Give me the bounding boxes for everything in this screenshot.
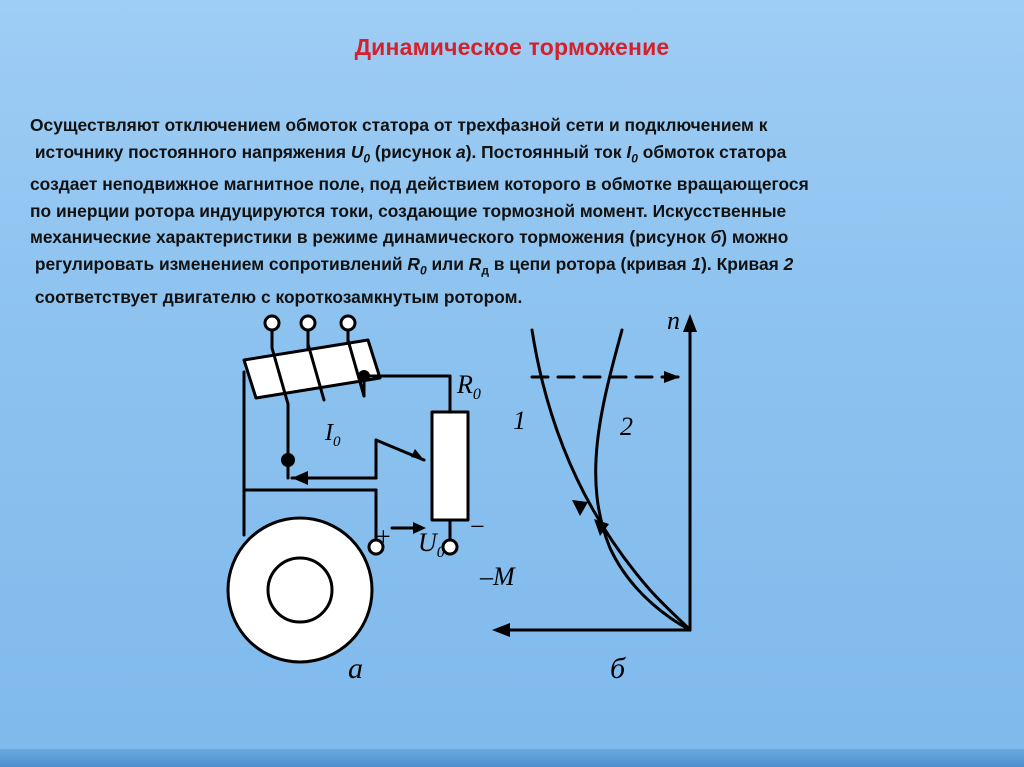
voltage-label-sub: 0 [436, 544, 445, 562]
junction-dot-top [358, 370, 370, 382]
graph-axis-m-label: –M [480, 562, 515, 591]
current-arrow [292, 471, 308, 485]
graph-curve-2-label: 2 [620, 412, 633, 441]
supply-terminal-1 [265, 316, 279, 330]
graph-curve-2 [596, 330, 690, 630]
stator-winding-block [244, 340, 380, 398]
dc-terminal-minus [443, 540, 457, 554]
graph-curve-1-label: 1 [513, 406, 526, 435]
terminal-minus-label: − [470, 512, 485, 541]
rotor-inner-circle [268, 558, 332, 622]
graph-axis-n-label: n [667, 306, 680, 335]
voltage-label [418, 528, 445, 562]
supply-terminal-2 [301, 316, 315, 330]
supply-terminal-3 [341, 316, 355, 330]
resistor-label [457, 370, 481, 404]
resistor-label-text: R [457, 370, 473, 399]
terminal-plus-label: + [376, 522, 391, 551]
figure-container [180, 300, 880, 720]
resistor-label-sub: 0 [472, 386, 481, 404]
bottom-bar [0, 749, 1024, 767]
current-label-sub: 0 [333, 433, 341, 450]
figure-caption-a: а [348, 652, 363, 685]
voltage-label-text: U [418, 528, 437, 557]
body-paragraph: Осуществляют отключением обмоток статора от трехфазной сети и подключением к источнику постоянного напряжения $U_0$ (рисунок а). Постоянный ток $I_0$ обмоток статора создает неподвижное магнитное поле, под действием которого в обмотке вращающегося по инерции ротора индуцируются токи, создающие тормозной момент. Искусственные механические характеристики в режиме динамического торможения (рисунок б) можно регулировать изменением сопротивлений $R_0$ или $R_д$ в цепи ротора (кривая 1). Кривая 2 соответствует двигателю с короткозамкнутым ротором. [30, 115, 809, 307]
figure-caption-b: б [610, 652, 626, 685]
current-label [325, 420, 341, 451]
resistor-box [432, 412, 468, 520]
figure-svg [180, 300, 880, 720]
current-label-text: I [325, 420, 333, 446]
page-title: Динамическое торможение [354, 34, 670, 60]
